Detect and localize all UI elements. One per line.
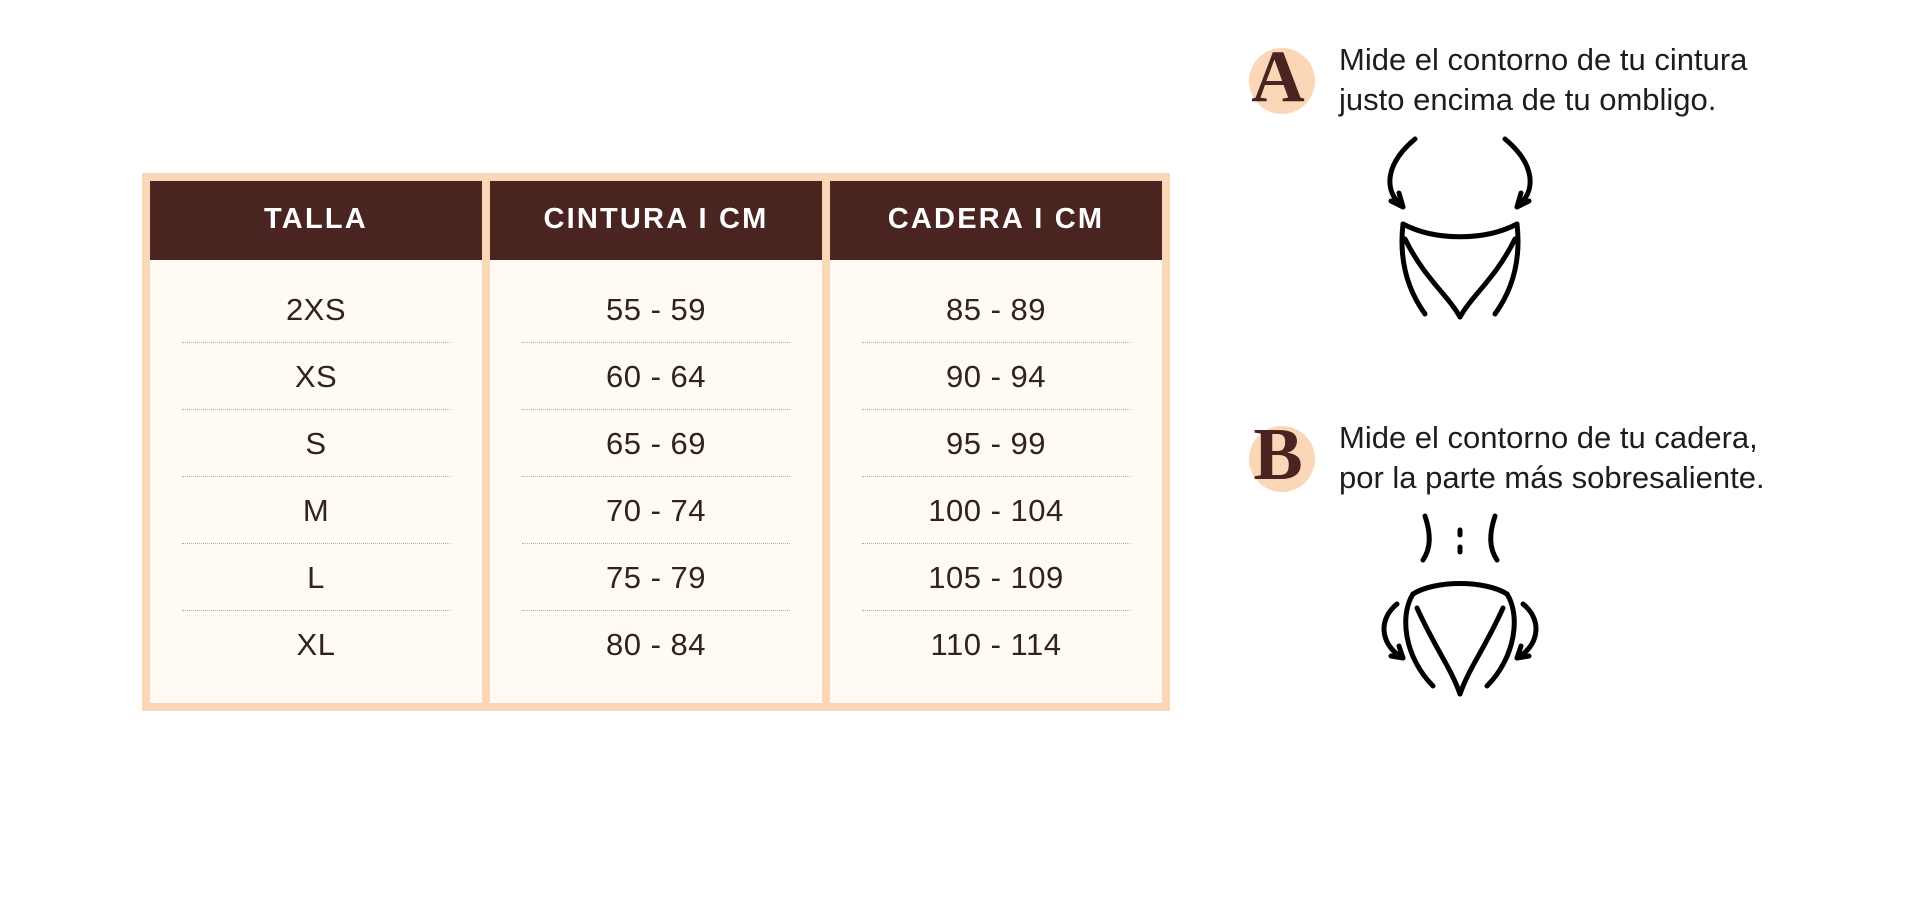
tip-a-text: Mide el contorno de tu cintura justo encima de tu ombligo.	[1339, 42, 1748, 117]
column-header-size: TALLA	[150, 181, 482, 260]
hip-measure-illustration	[1355, 508, 1865, 723]
table-cell: 85 - 89	[862, 276, 1130, 343]
table-cell: 75 - 79	[522, 544, 790, 611]
column-header-waist: CINTURA I CM	[490, 181, 822, 260]
size-table	[142, 173, 1170, 711]
tip-b-text: Mide el contorno de tu cadera, por la parte más sobresaliente.	[1339, 420, 1765, 496]
table-cell: 95 - 99	[862, 410, 1130, 477]
table-cell: 100 - 104	[862, 477, 1130, 544]
tip-b-head	[1225, 408, 1865, 497]
letter-badge-b	[1235, 408, 1321, 497]
measurement-tips	[1225, 30, 1865, 723]
tip-a	[1225, 30, 1865, 334]
column-body-waist	[490, 260, 822, 703]
table-cell: L	[182, 544, 450, 611]
table-cell: XS	[182, 343, 450, 410]
letter-badge-a	[1235, 30, 1321, 116]
tip-a-head	[1225, 30, 1865, 119]
column-body-size	[150, 260, 482, 703]
table-cell: 90 - 94	[862, 343, 1130, 410]
table-cell: 55 - 59	[522, 276, 790, 343]
table-cell: 70 - 74	[522, 477, 790, 544]
table-column-size	[150, 181, 482, 703]
table-cell: 60 - 64	[522, 343, 790, 410]
letter-b-label: B	[1253, 414, 1303, 497]
table-cell: XL	[296, 627, 336, 662]
table-column-hip	[830, 181, 1162, 703]
tip-b	[1225, 408, 1865, 722]
table-cell: 2XS	[182, 276, 450, 343]
table-cell: 80 - 84	[605, 627, 706, 662]
waist-measure-illustration	[1355, 129, 1865, 334]
table-cell: S	[182, 410, 450, 477]
column-header-hip: CADERA I CM	[830, 181, 1162, 260]
table-cell: M	[182, 477, 450, 544]
table-column-waist	[490, 181, 822, 703]
table-cell: 65 - 69	[522, 410, 790, 477]
column-body-hip	[830, 260, 1162, 703]
table-cell: 110 - 114	[930, 627, 1062, 662]
table-cell: 105 - 109	[862, 544, 1130, 611]
letter-a-label: A	[1251, 36, 1305, 118]
